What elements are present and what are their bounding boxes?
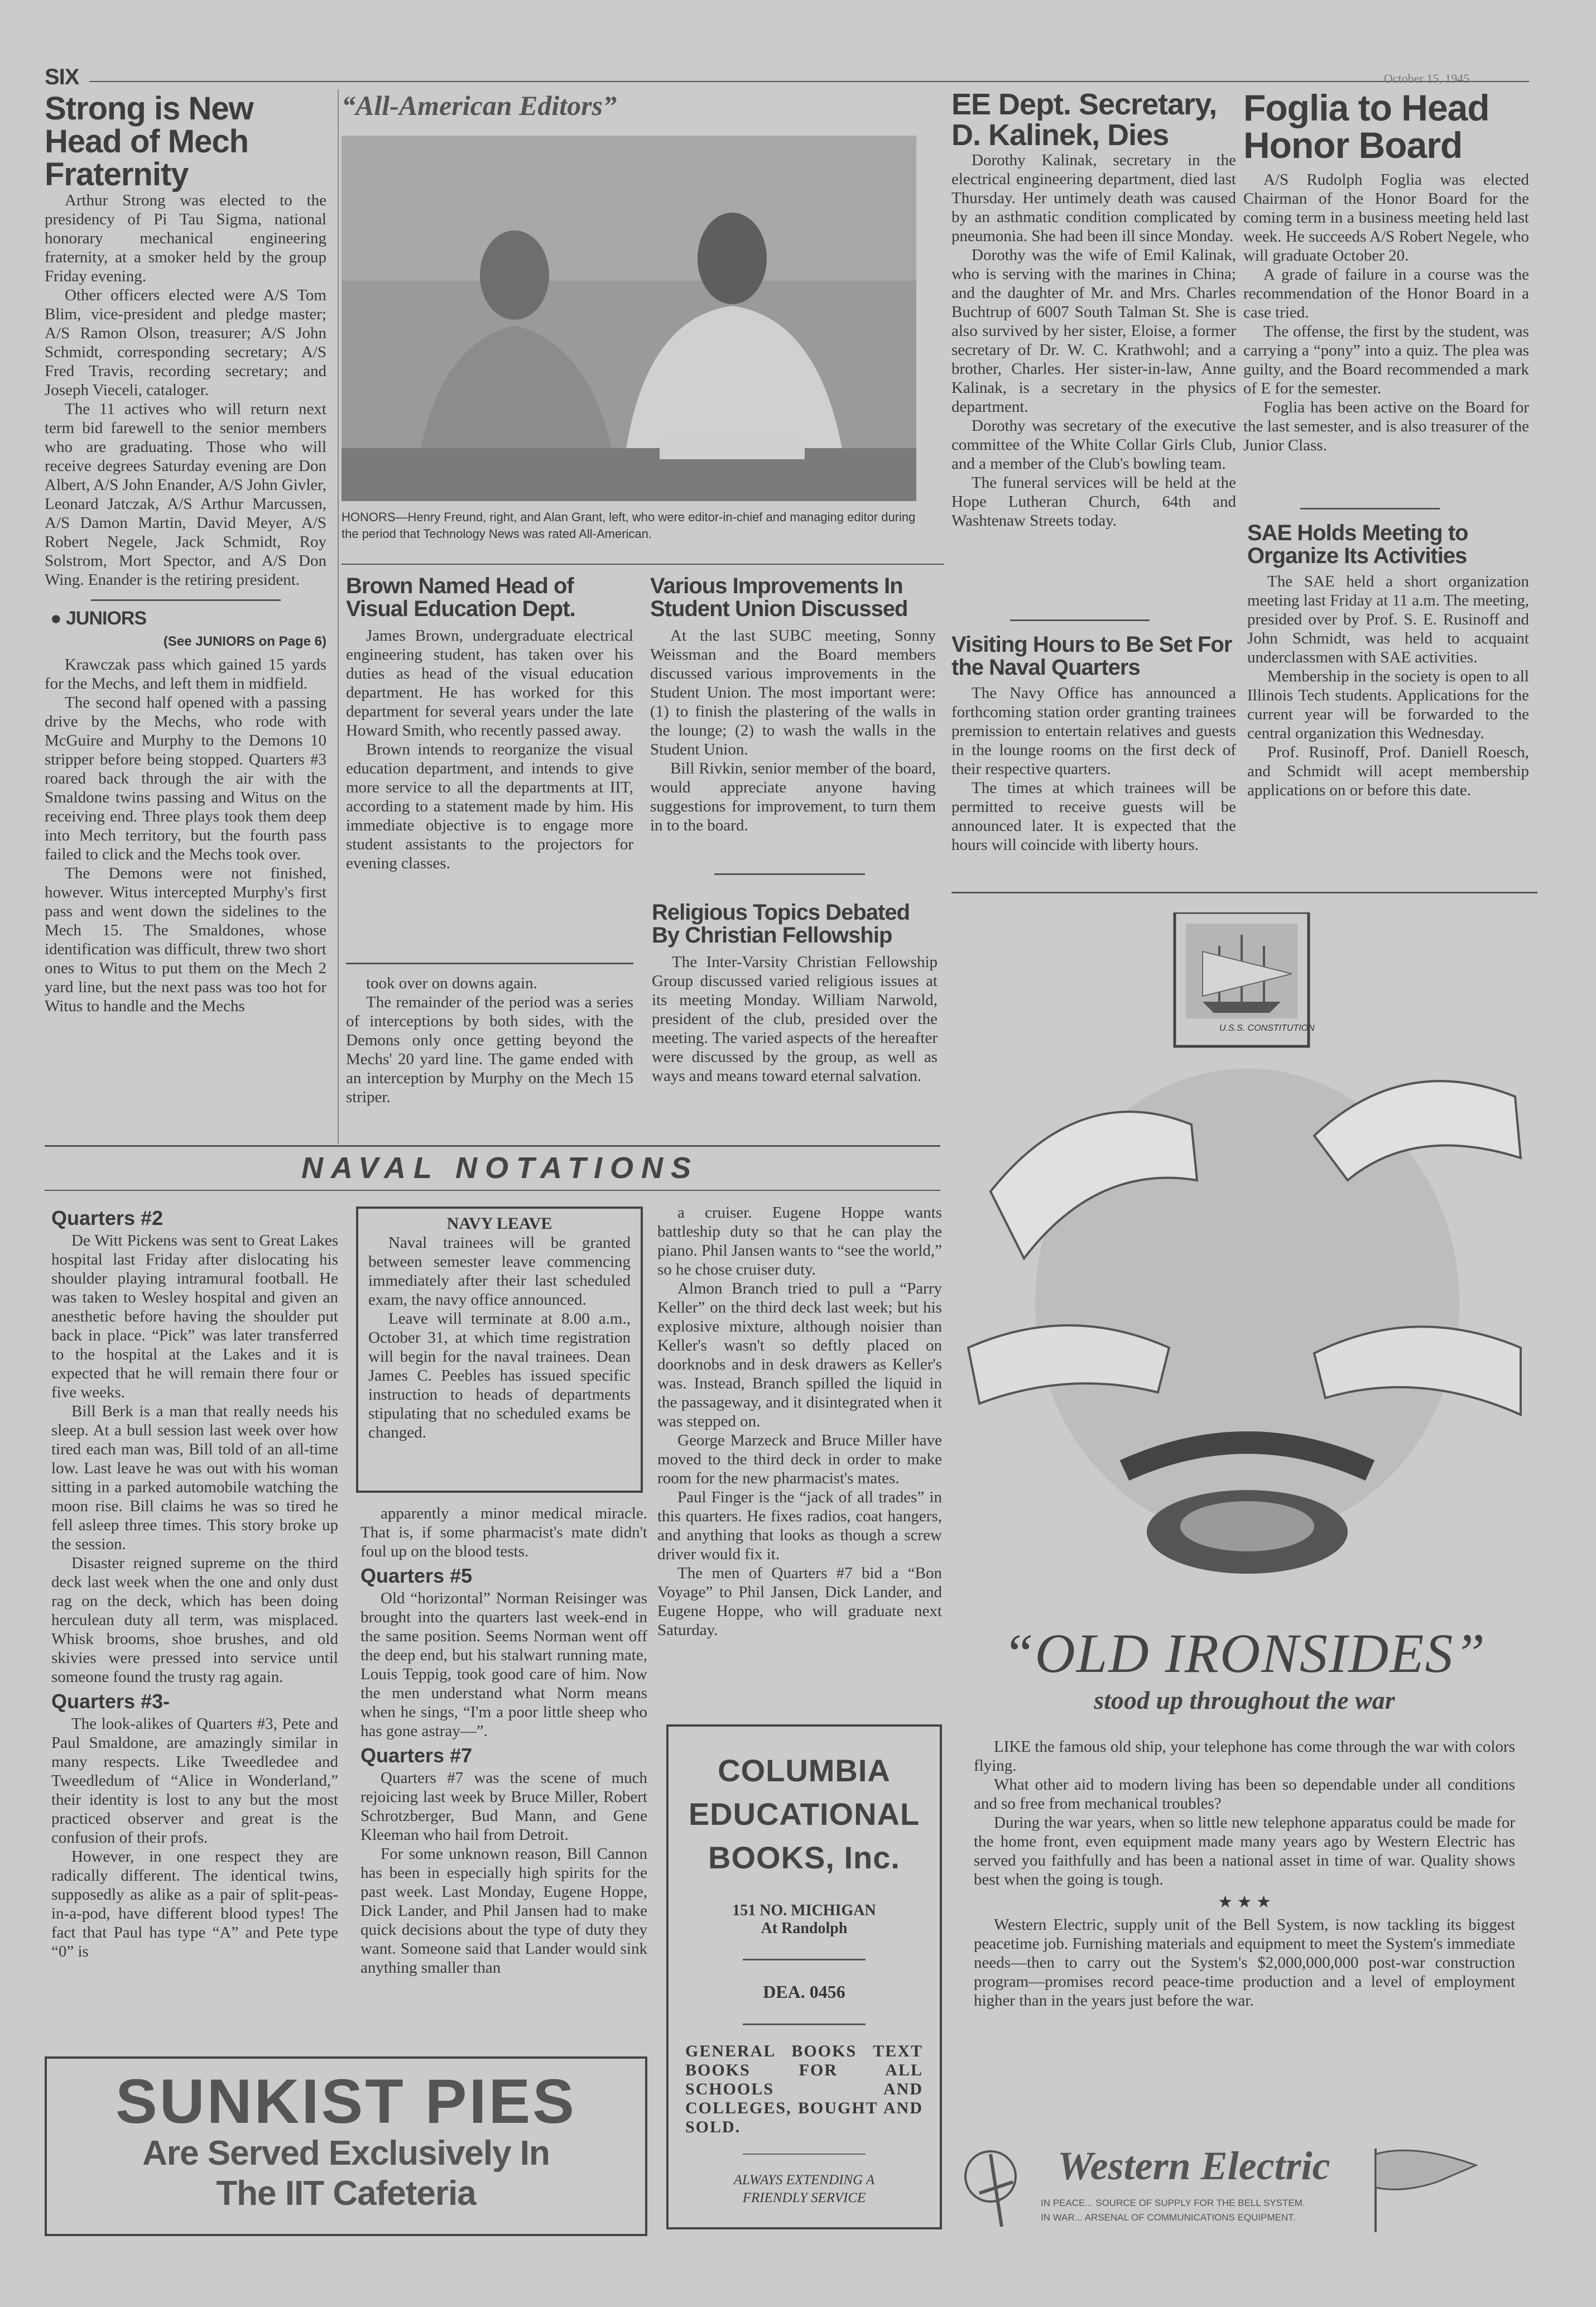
divider <box>743 2154 866 2155</box>
paragraph: The Navy Office has announced a forthcoming station order granting trainees premission to entertain relatives and guests in the lounge rooms on the first deck of their respective quarters. <box>951 684 1236 778</box>
heading-quarters-3: Quarters #3- <box>51 1690 170 1713</box>
western-electric-logo <box>957 2143 1532 2238</box>
divider <box>1010 619 1150 621</box>
article-quarters-2 <box>51 1231 338 1686</box>
photo-title: “All-American Editors” <box>342 90 617 121</box>
paragraph: Bill Berk is a man that really needs his sleep. At a bull session last week over how tired each man was, Bill told of an all-time low. Last leave he was out with his woman sitting in a parked automobile watching the moon rise. Bill claims he was so tired he fell asleep three times. This story broke up the session. <box>51 1402 338 1553</box>
article-brown <box>346 626 633 873</box>
ironsides-headline: “OLD IRONSIDES” <box>1002 1622 1487 1684</box>
hands-telephone-illustration <box>957 912 1532 1621</box>
column-foglia <box>1243 89 1529 502</box>
article-ee <box>951 151 1236 530</box>
paragraph: Old “horizontal” Norman Reisinger was brought into the quarters last week-end in the same position. Seems Norman went off the deep end, but his stalwart running mate, Louis Teppig, took good care of him. Now the men understand what Norm means when he sings, “I'm a poor little sheep who has gone astray—”. <box>360 1589 647 1740</box>
article-navy-leave <box>368 1233 631 1442</box>
paragraph: For some unknown reason, Bill Cannon has been in especially high spirits for the past week. Last Monday, Eugene Hoppe, Dick Lander, and Phil Jansen had to make quick decisions about the type of duty they want. Someone said that Lander would sink anything smaller than <box>360 1845 647 1977</box>
paragraph: took over on downs again. <box>366 974 537 992</box>
navy-leave-box <box>356 1207 643 1493</box>
divider <box>45 1145 940 1147</box>
column-rule <box>338 89 339 1144</box>
paragraph: Dorothy was the wife of Emil Kalinak, who is serving with the marines in China; and the daughter of Mr. and Mrs. Charles Buchtrup of 6007 South Talman St. She is also survived by her sister, Eloise, a former secretary of Dr. W. C. Krathwohl; and a brother, Charles. Her sister-in-law, Anne Kalinak, is a secretary in the physics department. <box>951 246 1236 416</box>
photo-feature <box>342 89 944 542</box>
sunkist-title: SUNKIST PIES <box>116 2066 576 2136</box>
naval-column-a <box>51 1203 338 2054</box>
heading-quarters-7: Quarters #7 <box>360 1744 473 1767</box>
paragraph: Leave will terminate at 8.00 a.m., October 31, at which time registration will begin for the naval trainees. Dean James C. Peebles has issued specific instruction to heads of departments stipulating that no scheduled exams be changed. <box>368 1310 631 1441</box>
paragraph: The Demons were not finished, however. Witus intercepted Murphy's first pass and went down the sidelines to the Mech 15. The Smaldones, whose identification was difficult, threw two short ones to Witus to put them on the Mech 2 yard line, but the next pass was too hot for Witus to handle and the Mechs <box>45 864 326 1016</box>
column-sae <box>1247 522 1529 885</box>
paragraph: Dorothy was secretary of the executive committee of the White Collar Girls Club, and a member of the Club's bowling team. <box>951 417 1236 473</box>
divider <box>45 1190 940 1191</box>
paragraph: A/S Rudolph Foglia was elected Chairman of the Honor Board for the coming term in a business meeting held last week. He succeeds A/S Robert Negele, who will graduate October 20. <box>1243 170 1529 265</box>
column-visiting <box>951 633 1236 935</box>
paragraph: Arthur Strong was elected to the presidency of Pi Tau Sigma, national honorary mechanical engineering fraternity, at a smoker held by the group Friday evening. <box>45 191 326 286</box>
paragraph: Western Electric, supply unit of the Bell System, is now tackling its biggest peacetime job. Furnishing materials and equipment to meet the System's immediate needs—then to carry out the System's $2,000,000,000 post-war construction program—promises record peace-time production and a level of employment higher than in the years just before the war. <box>974 1916 1515 2010</box>
article-quarters-7 <box>360 1768 647 1977</box>
paragraph: The men of Quarters #7 bid a “Bon Voyage” to Phil Jansen, Dick Lander, and Eugene Hoppe, who will graduate next Saturday. <box>657 1564 942 1639</box>
ironsides-subhead: stood up throughout the war <box>1094 1686 1395 1714</box>
stars-divider: ★ ★ ★ <box>1218 1893 1271 1911</box>
paragraph: What other aid to modern living has been so dependable under all conditions and so free from mechanical troubles? <box>974 1776 1515 1813</box>
headline-sae: SAE Holds Meeting to Organize Its Activities <box>1247 522 1468 568</box>
headline-religious: Religious Topics Debated By Christian Fellowship <box>652 901 910 948</box>
article-quarters-5 <box>360 1589 647 1741</box>
column-religious <box>652 901 938 1141</box>
divider <box>951 892 1537 893</box>
headline-visiting: Visiting Hours to Be Set For the Naval Quarters <box>951 633 1232 680</box>
paragraph: However, in one respect they are radically different. The identical twins, supposedly as alike as a pair of split-peas-in-a-pod, have different blood types! The fact that Paul has type “A” and Pete type “0” is <box>51 1848 338 1960</box>
paragraph: Brown intends to reorganize the visual education department, and intends to give more service to all the departments at IIT, according to a statement made by him. His immediate objective is to engage more student assistants to the projectors for evening classes. <box>346 740 633 872</box>
mercury-figure-icon <box>957 2143 1041 2238</box>
paragraph: At the last SUBC meeting, Sonny Weissman and the Board members discussed various improvements in the Student Union. The most important were: (1) to finish the plastering of the walls in the lounge; (2) to wash the walls in the Student Union. <box>650 626 936 758</box>
headline-union: Various Improvements In Student Union Discussed <box>650 575 908 621</box>
paragraph: Disaster reigned supreme on the third deck last week when the one and only dust rag on the deck, which has been doing herculean duty all term, was misplaced. Whisk brooms, shoe brushes, and old skivies were pressed into service until someone found the trusty rag again. <box>51 1554 338 1686</box>
logo-tagline-war: IN WAR... ARSENAL OF COMMUNICATIONS EQUIPMENT. <box>1041 2212 1296 2223</box>
column-brown <box>346 575 633 949</box>
headline-juniors <box>50 609 326 628</box>
article-quarters-3-continued <box>360 1504 647 1561</box>
article-visiting <box>951 684 1236 854</box>
logo-tagline-peace: IN PEACE... SOURCE OF SUPPLY FOR THE BELL SYSTEM. <box>1041 2198 1305 2208</box>
divider <box>342 564 944 565</box>
headline-strong: Strong is New Head of Mech Fraternity <box>45 92 253 193</box>
article-juniors <box>45 655 326 1016</box>
naval-column-b <box>360 1504 647 2054</box>
article-union <box>650 626 936 835</box>
divider <box>91 599 281 601</box>
bell-system-flag-icon <box>1370 2143 1482 2232</box>
western-electric-wordmark: Western Electric <box>1057 2143 1330 2188</box>
issue-date: October 15, 1945 <box>1384 71 1470 85</box>
paragraph: A grade of failure in a course was the recommendation of the Honor Board in a case tried. <box>1243 265 1529 321</box>
columbia-offer: GENERAL BOOKS TEXT BOOKS FOR ALL SCHOOLS AND COLLEGES, BOUGHT AND SOLD. <box>685 2042 923 2136</box>
paragraph: The look-alikes of Quarters #3, Pete and Paul Smaldone, are amazingly similar in many respects. Like Tweedledee and Tweedledum of “Alice in Wonderland,” their identity is lost to any but the most practiced observer and great is the confusion of their profs. <box>51 1715 338 1847</box>
paragraph: Membership in the society is open to all Illinois Tech students. Applications for the current year will be forwarded to the central organization this Wednesday. <box>1247 667 1529 742</box>
columbia-books-ad <box>666 1724 942 2229</box>
paragraph: Other officers elected were A/S Tom Blim, vice-president and pledge master; A/S Ramon Olson, treasurer; A/S John Schmidt, corresponding secretary; A/S Fred Travis, recording secretary; and Joseph Vieceli, cataloger. <box>45 286 326 400</box>
paragraph: Krawczak pass which gained 15 yards for the Mechs, and left them in midfield. <box>45 656 326 693</box>
paragraph: The remainder of the period was a series of interceptions by both sides, with the Demons only once getting beyond the Mechs' 20 yard line. The game ended with an interception by Murphy on the Mech 15 striper. <box>346 993 633 1106</box>
columbia-slogan: ALWAYS EXTENDING A FRIENDLY SERVICE <box>733 2173 875 2205</box>
header-rule <box>89 81 1529 82</box>
frame-caption: U.S.S. CONSTITUTION <box>1219 1023 1315 1033</box>
page-number: SIX <box>45 65 79 89</box>
divider <box>743 1959 866 1960</box>
article-juniors-continued <box>346 974 633 1141</box>
juniors-title: JUNIORS <box>65 608 147 629</box>
article-strong <box>45 191 326 589</box>
paragraph: De Witt Pickens was sent to Great Lakes hospital last Friday after dislocating his shoulder playing intramural football. He was taken to Wesley hospital and given an anesthetic before having the shoulder put back in place. “Pick” was later transferred to the hospital at the Lakes and it is expected that he will remain there four or five weeks. <box>51 1232 338 1401</box>
ironsides-body <box>957 1715 1532 2010</box>
ironsides-paras-2 <box>974 1915 1515 2010</box>
columbia-address: 151 NO. MICHIGAN <box>732 1902 876 1919</box>
paragraph: Foglia has been active on the Board for the last semester, and is also treasurer of the Junior Class. <box>1243 398 1529 454</box>
headline-brown: Brown Named Head of Visual Education Dept. <box>346 575 575 621</box>
heading-quarters-2: Quarters #2 <box>51 1207 164 1229</box>
article-quarters-3 <box>51 1714 338 1961</box>
column-ee <box>951 89 1236 614</box>
naval-notations-banner: NAVAL NOTATIONS <box>301 1151 699 1185</box>
paragraph: Paul Finger is the “jack of all trades” in this quarters. He fixes radios, coat hangers, and anything that looks as though a screw driver would fix it. <box>657 1488 942 1563</box>
divider <box>743 2024 866 2025</box>
article-religious <box>652 953 938 1085</box>
photo-caption: HONORS—Henry Freund, right, and Alan Grant, left, who were editor-in-chief and managing editor during the period that Technology News was rated All-American. <box>342 510 916 541</box>
article-foglia <box>1243 170 1529 455</box>
column-1 <box>45 92 326 1141</box>
article-quarters-7-continued <box>657 1203 942 1717</box>
paragraph: The Inter-Varsity Christian Fellowship Group discussed varied religious issues at its meeting Monday. William Narwold, president of the club, presided over the meeting. The varied aspects of the hereafter were discussed by the group, as well as ways and means toward eternal salvation. <box>652 953 938 1085</box>
headline-ee: EE Dept. Secretary, D. Kalinek, Dies <box>951 89 1217 152</box>
paragraph: The second half opened with a passing drive by the Mechs, who rode with McGuire and Murphy to the Demons 10 stripper before being stopped. Quarters #3 roared back through the air with the Smaldone twins passing and Witus on the receiving end. Three plays took them deep into Mech territory, but the fourth pass failed to click and the Mechs took over. <box>45 694 326 864</box>
columbia-name: COLUMBIA EDUCATIONAL BOOKS, Inc. <box>688 1753 920 1875</box>
paragraph: Naval trainees will be granted between semester leave commencing immediately after their last scheduled exam, the navy office announced. <box>368 1234 631 1309</box>
paragraph: LIKE the famous old ship, your telephone has come through the war with colors flying. <box>974 1738 1515 1775</box>
paragraph: The SAE held a short organization meeting last Friday at 11 a.m. The meeting, presided over by Prof. S. E. Rusinoff and John Schmidt, was held to acquaint underclassmen with SAE activities. <box>1247 572 1529 666</box>
divider <box>1300 508 1440 510</box>
jump-link[interactable]: (See JUNIORS on Page 6) <box>163 634 326 650</box>
heading-quarters-5: Quarters #5 <box>360 1564 473 1587</box>
paragraph: Quarters #7 was the scene of much rejoicing last week by Bruce Miller, Robert Schrotzberger, Bud Mann, and Gene Kleeman who hail from Detroit. <box>360 1769 647 1844</box>
editors-photo <box>342 136 916 501</box>
paragraph: Bill Rivkin, senior member of the board, would appreciate anyone having suggestions for improvement, to turn them in to the board. <box>650 759 936 834</box>
ironsides-paras <box>974 1737 1515 1889</box>
column-union <box>650 575 936 865</box>
paragraph: Dorothy Kalinak, secretary in the electrical engineering department, died last Thursday. Her untimely death was caused by an asthmatic condition complicated by pneumonia. She had been ill since Monday. <box>951 151 1236 246</box>
bullet-icon: ● <box>50 608 66 629</box>
article-sae <box>1247 572 1529 800</box>
paragraph: The funeral services will be held at the Hope Lutheran Church, 64th and Washtenaw Streets today. <box>951 474 1236 530</box>
headline-foglia: Foglia to Head Honor Board <box>1243 89 1489 166</box>
paragraph: a cruiser. Eugene Hoppe wants battleship duty so that he can play the piano. Phil Jansen wants to “see the world,” so he chose cruiser duty. <box>657 1204 942 1279</box>
paragraph: The 11 actives who will return next term bid farewell to the senior members who are graduating. Those who will receive degrees Saturday evening are Don Albert, A/S John Enander, A/S John Givler, Leonard Jatczak, A/S Arthur Marcussen, A/S Damon Martin, David Meyer, A/S Robert Negele, Jack Schmidt, Roy Solstrom, Mort Spector, and A/S Don Wing. Enander is the retiring president. <box>45 400 326 589</box>
columbia-phone: DEA. 0456 <box>763 1982 845 2002</box>
paragraph: apparently a minor medical miracle. That is, if some pharmacist's mate didn't foul up on the blood tests. <box>360 1505 647 1560</box>
paragraph: The offense, the first by the student, was carrying a “pony” into a quiz. The plea was guilty, and the Board recommended a mark of E for the semester. <box>1243 322 1529 397</box>
paragraph: George Marzeck and Bruce Miller have moved to the third deck in order to make room for the new pharmacist's mates. <box>657 1431 942 1487</box>
navy-leave-title: NAVY LEAVE <box>446 1214 552 1233</box>
paragraph: Prof. Rusinoff, Prof. Daniell Roesch, and Schmidt will acept membership applications on or before this date. <box>1247 743 1529 799</box>
paragraph: During the war years, when so little new telephone apparatus could be made for the home front, even equipment made many years ago by Western Electric has served you faithfully and has been a national asset in time of war. Quality shows best when the going is tough. <box>974 1814 1515 1888</box>
paragraph: James Brown, undergraduate electrical engineering student, has taken over his duties as head of the visual education department. He has worked for this department for several years under the late Howard Smith, who recently passed away. <box>346 626 633 739</box>
western-electric-ad <box>957 912 1532 2246</box>
paragraph: Almon Branch tried to pull a “Parry Keller” on the third deck last week; but his explosive mixture, although noisier than Keller's wasn't so deftly placed on doorknobs and in desk drawers as Keller's was. Instead, Branch spilled the liquid in the passageway, and it disintegrated when it was stepped on. <box>657 1280 942 1430</box>
sunkist-line: Are Served Exclusively In The IIT Cafeteria <box>142 2134 550 2213</box>
sunkist-ad <box>45 2056 647 2236</box>
divider <box>714 873 865 875</box>
divider <box>346 963 633 964</box>
paragraph: The times at which trainees will be permitted to receive guests will be announced later. It is expected that the hours will coincide with liberty hours. <box>951 778 1236 854</box>
columbia-cross-street: At Randolph <box>761 1920 848 1937</box>
